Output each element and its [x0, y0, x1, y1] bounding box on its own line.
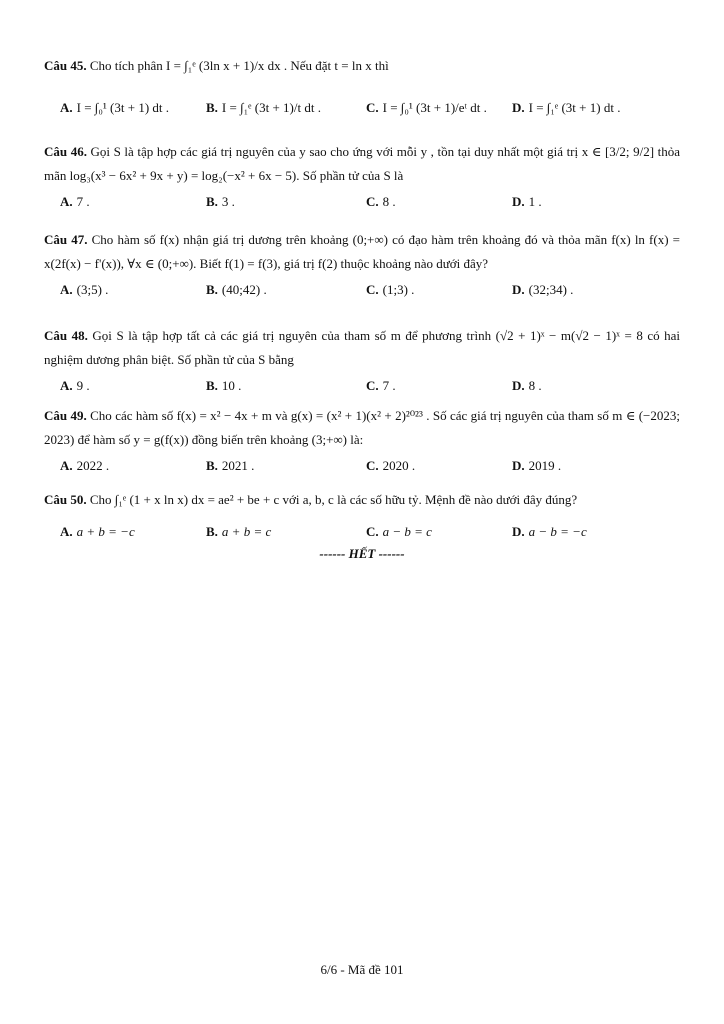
option-c[interactable]: C. 2020 .: [366, 458, 416, 473]
question-50: [44, 488, 680, 544]
option-a[interactable]: A. 7 .: [60, 194, 90, 209]
option-c[interactable]: C. (1;3) .: [366, 282, 415, 297]
option-d[interactable]: D. (32;34) .: [512, 282, 574, 297]
question-text: Cho ∫₁ᵉ (1 + x ln x) dx = ae² + be + c với a, b, c là các số hữu tỷ. Mệnh đề nào dưới đây đúng?: [89, 492, 578, 507]
option-b[interactable]: B. 2021 .: [206, 458, 255, 473]
question-46: [44, 140, 680, 214]
question-number: Câu 45.: [44, 58, 87, 73]
question-stem: [44, 488, 680, 512]
option-a[interactable]: A. 2022 .: [60, 458, 110, 473]
question-number: Câu 50.: [44, 492, 87, 507]
answer-options: [44, 454, 680, 478]
option-a[interactable]: A. (3;5) .: [60, 282, 109, 297]
option-b[interactable]: B. I = ∫₁ᵉ (3t + 1)/t dt .: [206, 100, 321, 115]
question-45: [44, 54, 680, 120]
option-b[interactable]: B. 10 .: [206, 378, 242, 393]
answer-options: [44, 374, 680, 398]
option-c[interactable]: C. 7 .: [366, 378, 396, 393]
option-c[interactable]: C. a − b = c: [366, 524, 432, 539]
question-text: Cho các hàm số f(x) = x² − 4x + m và g(x) = (x² + 1)(x² + 2)²⁰²³ . Số các giá trị nguyên của tham số m ∈ (−2023; 2023) để hàm số y = g(f(x)) đồng biến trên khoảng (3;+∞) là:: [44, 408, 680, 447]
end-marker: ------ HẾT ------: [319, 546, 405, 561]
question-text: Cho tích phân I = ∫₁ᵉ (3ln x + 1)/x dx . Nếu đặt t = ln x thì: [89, 58, 389, 73]
option-d[interactable]: D. 1 .: [512, 194, 542, 209]
option-a[interactable]: A. a + b = −c: [60, 524, 135, 539]
option-d[interactable]: D. a − b = −c: [512, 524, 587, 539]
question-number: Câu 47.: [44, 232, 88, 247]
option-b[interactable]: B. a + b = c: [206, 524, 272, 539]
question-47: [44, 228, 680, 302]
option-b[interactable]: B. (40;42) .: [206, 282, 267, 297]
question-48: [44, 324, 680, 398]
page-footer: 6/6 - Mã đề 101: [320, 962, 404, 977]
question-stem: [44, 54, 680, 78]
answer-options: [44, 520, 680, 544]
option-d[interactable]: D. I = ∫₁ᵉ (3t + 1) dt .: [512, 100, 621, 115]
option-b[interactable]: B. 3 .: [206, 194, 235, 209]
question-number: Câu 46.: [44, 144, 87, 159]
question-number: Câu 49.: [44, 408, 87, 423]
answer-options: [44, 278, 680, 302]
question-49: [44, 404, 680, 478]
option-c[interactable]: C. 8 .: [366, 194, 396, 209]
question-stem: [44, 140, 680, 188]
question-stem: [44, 324, 680, 372]
option-d[interactable]: D. 2019 .: [512, 458, 562, 473]
option-c[interactable]: C. I = ∫₀¹ (3t + 1)/eᵗ dt .: [366, 100, 487, 115]
option-a[interactable]: A. I = ∫₀¹ (3t + 1) dt .: [60, 100, 170, 115]
option-d[interactable]: D. 8 .: [512, 378, 542, 393]
answer-options: [44, 190, 680, 214]
option-a[interactable]: A. 9 .: [60, 378, 90, 393]
question-stem: [44, 228, 680, 276]
question-text: Cho hàm số f(x) nhận giá trị dương trên khoảng (0;+∞) có đạo hàm trên khoảng đó và thỏa mãn f(x) ln f(x) = x(2f(x) − f'(x)), ∀x ∈ (0;+∞). Biết f(1) = f(3), giá trị f(2) thuộc khoảng nào dưới đây?: [44, 232, 681, 271]
question-stem: [44, 404, 680, 452]
question-text: Gọi S là tập hợp các giá trị nguyên của y sao cho ứng với mỗi y , tồn tại duy nhất một giá trị x ∈ [3/2; 9/2] thỏa mãn log₃(x³ − 6x² + 9x + y) = log₂(−x² + 6x − 5). Số phần tử của S là: [44, 144, 681, 183]
question-number: Câu 48.: [44, 328, 88, 343]
answer-options: [44, 96, 680, 120]
question-text: Gọi S là tập hợp tất cả các giá trị nguyên của tham số m để phương trình (√2 + 1)ˣ − m(√2 − 1)ˣ = 8 có hai nghiệm dương phân biệt. Số phần tử của S bằng: [44, 328, 681, 367]
